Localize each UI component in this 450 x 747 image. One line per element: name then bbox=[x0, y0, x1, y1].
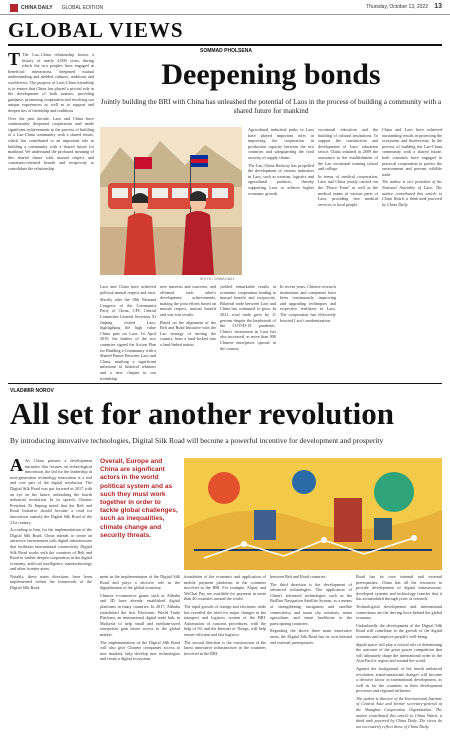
story1-author-note: The author is vice president of the National Assembly of Laos. The author contributed this article to China Watch, a think tank powered by China Daily. bbox=[382, 179, 442, 207]
story1-column-4 bbox=[220, 284, 276, 382]
story2-column-1 bbox=[10, 458, 92, 742]
story1-col2-para-2: Shortly after the 18th National Congress of the Communist Party of China, CPC Central Committee General Secretary Xi Jinping visited Laos, highlighting the high value China puts on Laos. In April 2019, the leaders of the two countries signed the Action Plan for Building a Community with a Shared Future Between Laos and China, marking a significant milestone in bilateral relations and a new chapter in our friendship. bbox=[100, 297, 156, 381]
story1-col1-para-1 bbox=[8, 52, 94, 114]
section-divider bbox=[8, 44, 442, 46]
story2-illustration bbox=[184, 458, 442, 570]
story1-illustration-svg bbox=[100, 127, 242, 275]
story1-col3-para-1: new interests and concerns, and affirmed each other's development achievements, making the joint efforts based on mutual respect, mutual benefit and win-win results. bbox=[160, 284, 216, 317]
story2-headline: All set for another revolution bbox=[10, 396, 395, 431]
story2-col1-para-3: Notably, these main directions have been implemented within the framework of the Digital Silk Road. bbox=[10, 573, 92, 591]
dropcap-2: A bbox=[10, 458, 23, 475]
story2-col1-para-1 bbox=[10, 458, 92, 525]
story1-deck: Jointly building the BRI with China has unleashed the potential of Laos in the process of building a community with a shared future for mankind bbox=[100, 98, 442, 115]
story2-column-2 bbox=[100, 574, 180, 742]
story-divider bbox=[8, 383, 442, 384]
story1-col1-para-2: Over the past decade, Laos and China have continuously deepened cooperation and made significant achievements in the process of building of a Lao-China community with a shared future, which has contributed to an important role in building a community with a shared future for mankind. We understand the profound meaning of this shared future with mutual respect and consensus-oriented benefit and reciprocity to consolidate the relationship. bbox=[8, 115, 94, 171]
china-daily-logo-icon bbox=[10, 4, 18, 12]
story2-deck: By introducing innovative technologies, Digital Silk Road will become a powerful incentive for development and prosperity bbox=[10, 436, 384, 445]
story1-column-3 bbox=[160, 284, 216, 382]
story2-column-4 bbox=[270, 574, 352, 742]
story2-col4-para-2: The third direction is the development of advanced technologies. The application of China's advanced technologies such as the BeiDou Navigation Satellite System, as a means of strengthening navigation and satellite connectivity, and smart city solutions, smart agriculture, and smart healthcare in the participating countries. bbox=[270, 581, 352, 626]
story1-col1-text-1: The Lao–China relationship boasts a history of nearly 4,000 years, during which the two peoples have engaged in beneficial interactions, deepened mutual understanding and melded cultures, traditions and worldviews. The purpose of Laos-China friendship is to ensure that China has played a pivotal role in the development of both nations, providing guidance, promoting cooperation and resolving our unique experiences as well as to support and deepen ties of friendship and traditions. bbox=[8, 52, 94, 113]
story1-byline: SOMMAD PHOLSENA bbox=[200, 48, 252, 54]
story2-col3-para-1: foundation of the economic and application of mobile payment platforms in the countries involved in the BRI. For example, Alipay and WeChat Pay are available for payment in more than 40 countries around the world. bbox=[184, 574, 266, 602]
story2-col3-para-3: The second direction is the construction of the latest innovative infrastructure in the countries involved in the BRI. bbox=[184, 639, 266, 656]
masthead-date: Thursday, October 13, 2022 bbox=[366, 4, 428, 10]
page-number: 13 bbox=[434, 3, 442, 10]
story1-col6-para-2: In terms of medical cooperation, Laos and China jointly carried out the "Peace Train" as well as the medical teams in various parts of Laos, providing free medical services to local people. bbox=[318, 173, 378, 207]
story2-col2-para-2: Chinese e-commerce giants such as Alibaba and JD have already established digital platforms in many countries. In 2017, Alibaba established the first Electronic World Trade Platform, an international digital trade hub, in Malaysia to help small and medium-sized enterprises gain better access to the global market. bbox=[100, 592, 180, 637]
story2-pull-quote-text: Overall, Europe and China are significant actors in the world political system and as such they must work together in order to tackle global challenges, such as inequalities, climate change and security threats. bbox=[100, 458, 178, 539]
story1-column-1 bbox=[8, 52, 94, 382]
story2-illustration-svg bbox=[184, 458, 442, 570]
story1-col6-para-3: China and Laos have achieved outstanding results in protecting the ecosystem and biodiversity. In the process of building the Lao-China community with a shared future, both countries have engaged in practical cooperation to protect the environment and prevent wildlife trade. bbox=[382, 127, 442, 177]
section-title: GLOBAL VIEWS bbox=[8, 18, 184, 42]
story2-col4-para-3: Regarding the above three main innovative areas, the Digital Silk Road has its own internal and external prerequisites. bbox=[270, 628, 352, 645]
masthead-logo[interactable] bbox=[10, 4, 103, 12]
story1-col5-para-1: Agricultural industrial parks in Laos have played important roles in improving the cooperation in production capacity between the two countries and safeguarding the food security of supply chains. bbox=[248, 127, 314, 160]
story1-col6-para-1: vocational education and the building of cultural institutions. To support the construction and development of Laos' education sector, China initiated in 2009 the assistance to the establishment of the Lao vocational training school and college. bbox=[318, 127, 378, 172]
story1-column-2 bbox=[100, 284, 156, 382]
story2-col6-para-2: Against the background of the fourth industrial revolution, transformational changes will become a decisive factor in international development, as well as for the countries in their development processes and regional influence. bbox=[356, 665, 442, 694]
masthead bbox=[0, 0, 450, 15]
story2-col5-para-3: Undoubtedly the development of the Digital Silk Road will contribute to the growth of the digital economy and improve people's well-being. bbox=[356, 622, 442, 639]
story1-col2-para-1: Laos and China have achieved political mutual respect and trust. bbox=[100, 284, 156, 295]
story1-col4-para-1: yielded remarkable results in economic cooperation leading to mutual benefit and reciprocity. Bilateral trade between Laos and China has continued to grow. In 2021, total trade grew by 11 percent despite the headwinds of the COVID-19 pandemic. China's investment in Laos has also increased, as more than 900 Chinese enterprises operate in the country. bbox=[220, 284, 276, 351]
story1-col5-para-3: In recent years, Chinese research institutions and companies have been continuously improving and upgrading techniques and respective fertilizers in Laos. The cooperation has effectively boosted Laos's modernization. bbox=[280, 284, 336, 323]
story2-col6-para-1: digital space will play a critical role in determining the outcome of the great power competition that will ultimately shape the international order in the Asia-Pacific region and around the world. bbox=[356, 641, 442, 664]
story2-col1-para-2: According to him, for the implementation of the Digital Silk Road, China intends to create an attractive environment with digital infrastructure that facilitates international connectivity. Digital Silk Road works with the countries of Belt and Road to further deepen cooperation in the digital economy, artificial intelligence, nanotechnology and other frontier areas. bbox=[10, 527, 92, 572]
story1-col5-para-2: The Lao–China Railway has propelled the development of various industries in Laos, such as tourism, logistics and agricultural products, thereby supporting Laos to achieve higher economic growth. bbox=[248, 162, 314, 196]
story1-illustration bbox=[100, 127, 242, 275]
story1-column-6 bbox=[318, 127, 442, 382]
story2-byline: VLADIMIR NOROV bbox=[10, 388, 54, 394]
story2-col2-para-3: The implementation of the Digital Silk Road will also give Chinese companies access to new markets, help develop new technologies and create a digital ecosystem. bbox=[100, 639, 180, 662]
story2-col4-para-1: between Belt and Road countries. bbox=[270, 574, 327, 579]
story2-column-5 bbox=[356, 574, 442, 742]
story2-author-note: The author is director of the International Institute of Central Asia and former secretary-general of the Shanghai Cooperation Organization. The author contributed this article to China Watch, a think tank powered by China Daily. The views do not necessarily reflect those of China Daily. bbox=[356, 695, 442, 729]
story1-headline: Deepening bonds bbox=[161, 58, 381, 91]
story2-column-3 bbox=[184, 574, 266, 742]
dropcap: T bbox=[8, 52, 21, 69]
story2-col2-para-1: ment in the implementation of the Digital Silk Road and plays a decisive role in the digitalization of the global economy. bbox=[100, 574, 180, 591]
story2-pull-quote bbox=[100, 458, 180, 568]
story2-col3-para-2: The rapid growth of foreign and electronic trade has revealed the need for major changes in the transport and logistics system of the BRI. Automation of customs procedures, with the help of 5G and the Internet of Things, will help ensure efficient and fast logistics. bbox=[184, 603, 266, 637]
story1-image-caption: SHI YU / CHINA DAILY bbox=[200, 277, 235, 281]
story1-column-5a bbox=[248, 127, 314, 277]
story1-col3-para-2: Based on the alignment of the Belt and Road Initiative with the Lao strategy of turning the country from a land-locked into a land-linked nation. bbox=[160, 319, 216, 347]
masthead-logo-text: CHINA DAILY bbox=[21, 5, 53, 11]
story2-col1-text-1: As China pursues a development initiative that focuses on technological innovation, the bid for the leadership in next-generation technology innovation is a real and core part of the digital revolution. The Digital Silk Road was put forward in 2017 with an eye on the future, unleashing the fourth industrial revolution. In its speech, Chinese President Xi Jinping noted that the Belt and Road Initiative should become a road for innovation, namely the Digital Silk Road of the 21st century. bbox=[10, 458, 92, 525]
masthead-section-label: GLOBAL EDITION bbox=[61, 5, 104, 11]
story2-col5-para-2: Technological development and international connections are the driving force behind the global economy. bbox=[356, 603, 442, 621]
story2-col5-para-1: Road has its own internal and external prerequisites. China has all the resources to provide development of digital infrastructure, developed systems and technology transfer that it has accumulated through years of research. bbox=[356, 574, 442, 602]
